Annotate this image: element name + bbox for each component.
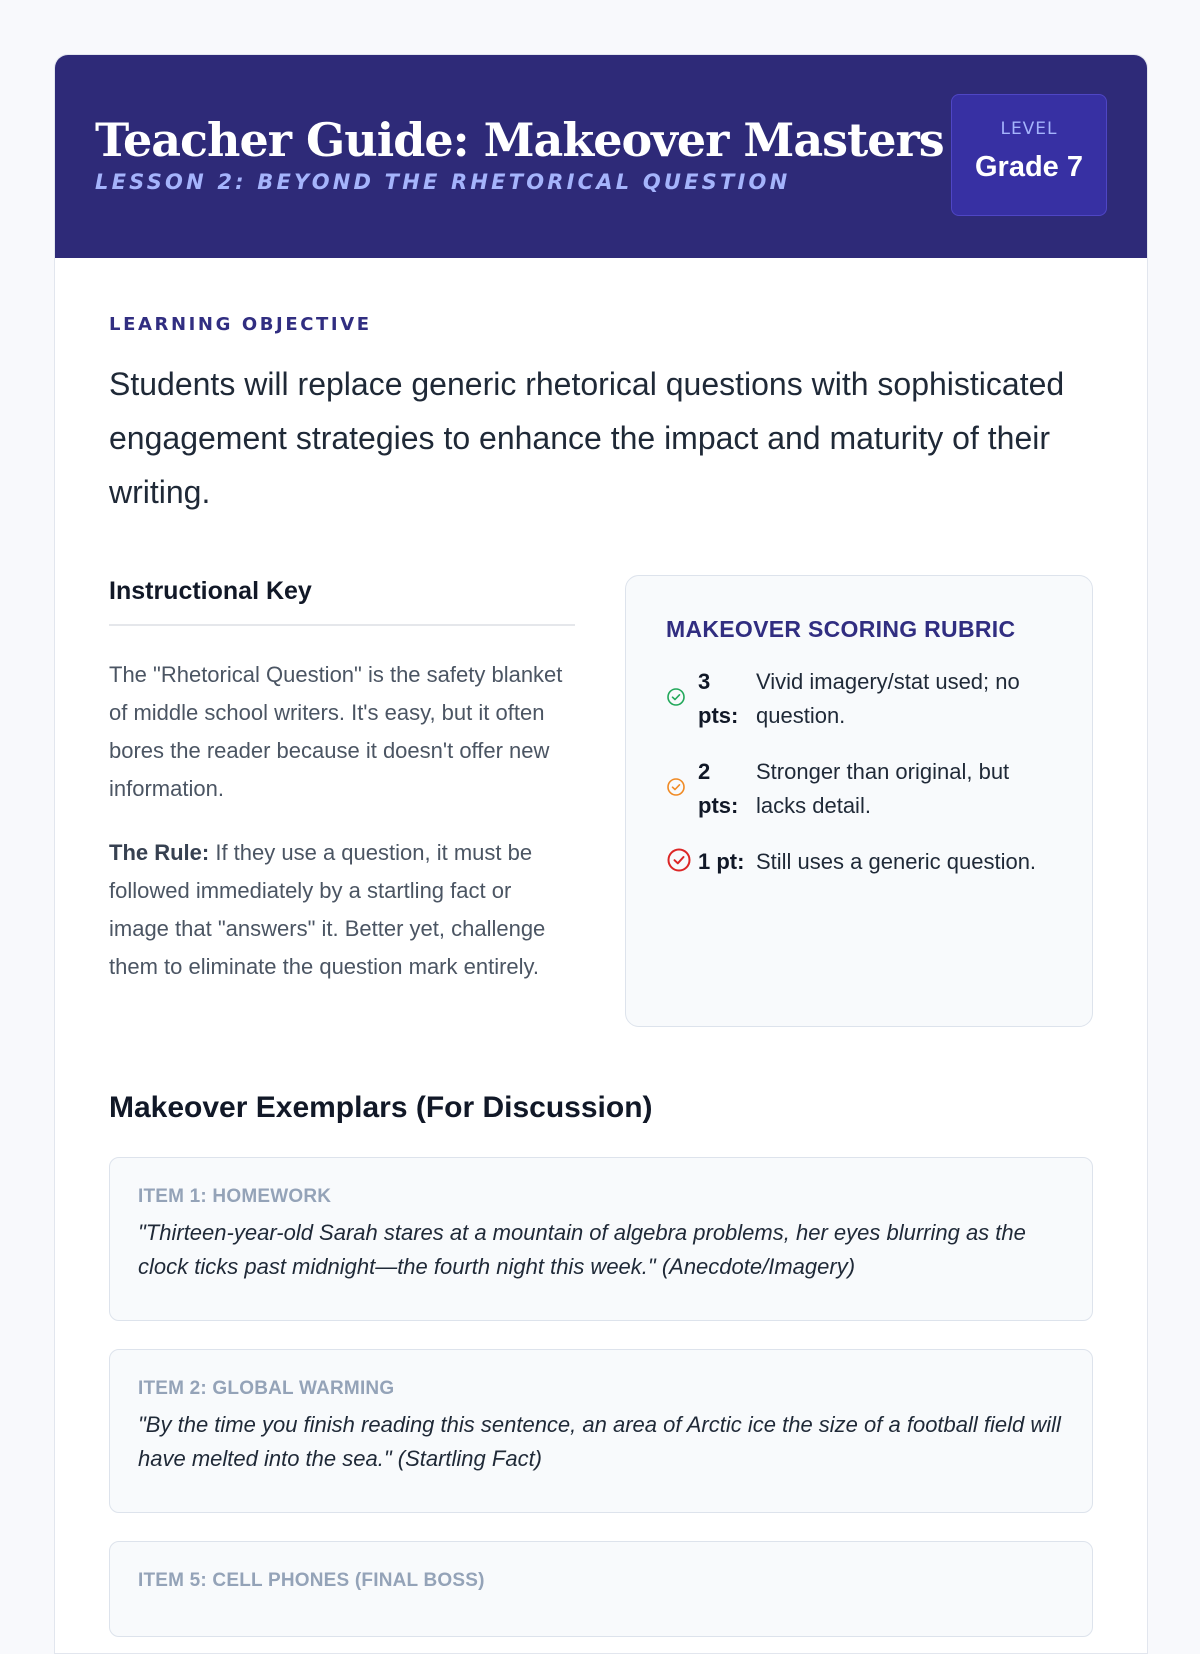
scoring-rubric-card bbox=[625, 575, 1093, 1027]
rubric-points: 3 pts: bbox=[698, 669, 739, 728]
rubric-description: Stronger than original, but lacks detail. bbox=[756, 759, 1010, 818]
exemplars-title: Makeover Exemplars (For Discussion) bbox=[109, 1091, 653, 1124]
rubric-row bbox=[666, 755, 1052, 823]
instructional-key-rule bbox=[109, 834, 575, 986]
exemplar-card bbox=[109, 1157, 1093, 1321]
key-and-rubric-section bbox=[109, 575, 1093, 1027]
rubric-title: MAKEOVER SCORING RUBRIC bbox=[666, 616, 1016, 642]
page-title: Teacher Guide: Makeover Masters bbox=[95, 113, 944, 167]
check-circle-icon bbox=[666, 847, 698, 878]
objective-text: Students will replace generic rhetorical questions with sophisticated engagement strategies to enhance the impact and maturity of their writing. bbox=[109, 366, 1065, 510]
exemplar-card bbox=[109, 1541, 1093, 1637]
rubric-row bbox=[666, 665, 1052, 733]
exemplar-label: ITEM 2: GLOBAL WARMING bbox=[138, 1378, 395, 1399]
guide-content bbox=[55, 314, 1147, 1637]
lesson-subtitle: LESSON 2: BEYOND THE RHETORICAL QUESTION bbox=[95, 170, 791, 194]
rubric-points: 1 pt: bbox=[698, 849, 745, 874]
level-badge bbox=[951, 94, 1107, 216]
exemplar-card bbox=[109, 1349, 1093, 1513]
exemplar-text: "By the time you finish reading this sentence, an area of Arctic ice the size of a football field will have melted into the sea." (Startling Fact) bbox=[138, 1412, 1061, 1471]
guide-header bbox=[55, 55, 1147, 258]
divider bbox=[109, 624, 575, 626]
exemplar-label: ITEM 5: CELL PHONES (FINAL BOSS) bbox=[138, 1570, 485, 1591]
rubric-description: Still uses a generic question. bbox=[756, 849, 1037, 874]
instructional-key-title: Instructional Key bbox=[109, 577, 312, 605]
level-label: LEVEL bbox=[1000, 119, 1058, 139]
check-circle-icon bbox=[666, 687, 698, 712]
instructional-key bbox=[109, 575, 575, 986]
check-circle-icon bbox=[666, 777, 698, 802]
rule-text: If they use a question, it must be followed immediately by a startling fact or image that "answers" it. Better yet, challenge them to eliminate the question mark entirely. bbox=[109, 840, 546, 979]
rubric-description: Vivid imagery/stat used; no question. bbox=[756, 669, 1020, 728]
objective-label: LEARNING OBJECTIVE bbox=[109, 314, 372, 335]
level-value: Grade 7 bbox=[975, 151, 1083, 183]
rubric-row bbox=[666, 845, 1052, 879]
exemplar-label: ITEM 1: HOMEWORK bbox=[138, 1186, 332, 1207]
rubric-points: 2 pts: bbox=[698, 759, 739, 818]
exemplar-text: "Thirteen-year-old Sarah stares at a mountain of algebra problems, her eyes blurring as the clock ticks past midnight—the fourth night this week." (Anecdote/Imagery) bbox=[138, 1220, 1026, 1279]
teacher-guide-page bbox=[54, 54, 1148, 1654]
instructional-key-paragraph: The "Rhetorical Question" is the safety blanket of middle school writers. It's easy, but it often bores the reader because it doesn't offer new information. bbox=[109, 662, 563, 801]
rule-label: The Rule: bbox=[109, 840, 210, 865]
